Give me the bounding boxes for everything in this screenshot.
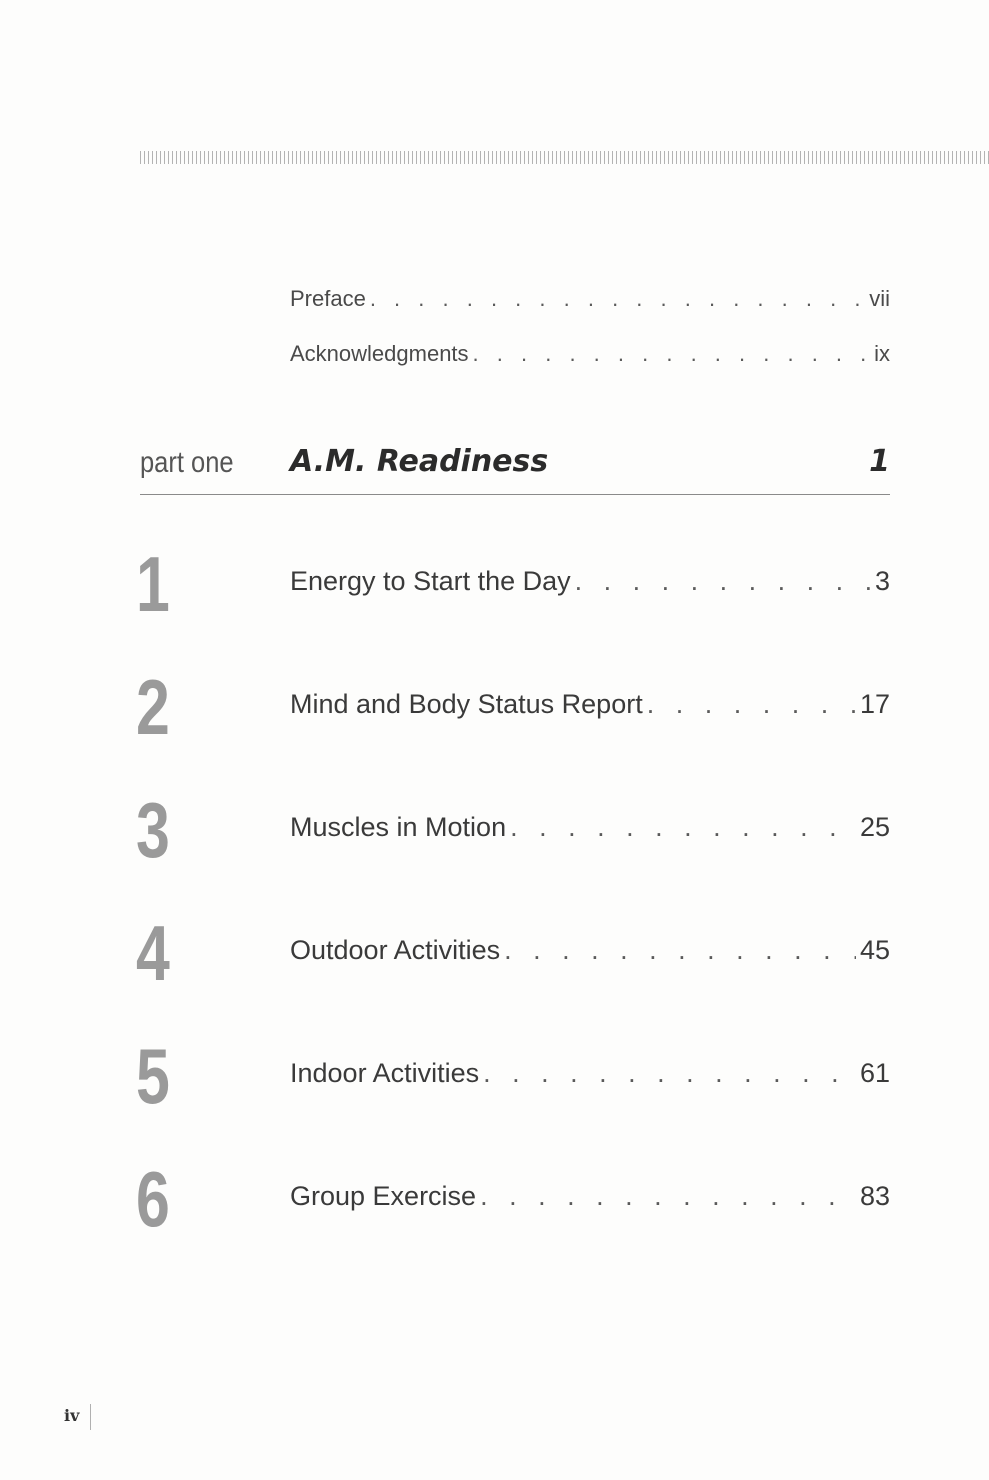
toc-entry-acknowledgments[interactable] <box>290 341 890 367</box>
toc-entry-page: ix <box>874 341 890 366</box>
chapter-number: 1 <box>136 540 170 628</box>
chapter-number: 5 <box>136 1032 170 1120</box>
chapter-title: Energy to Start the Day <box>290 566 571 596</box>
chapter-title: Indoor Activities <box>290 1058 480 1088</box>
toc-entry-title: Acknowledgments <box>290 341 469 366</box>
toc-entry-preface[interactable] <box>290 286 890 312</box>
dot-leader <box>370 286 865 312</box>
chapter-title: Group Exercise <box>290 1181 477 1211</box>
chapter-page: 3 <box>874 566 890 596</box>
dot-leader <box>504 935 856 966</box>
chapter-page: 83 <box>859 1181 890 1211</box>
chapter-page: 61 <box>859 1058 890 1088</box>
chapter-title: Outdoor Activities <box>290 935 501 965</box>
chapter-entry-5[interactable] <box>136 1032 890 1120</box>
part-header[interactable] <box>140 440 890 495</box>
chapter-page: 45 <box>859 935 890 965</box>
dot-leader <box>473 341 871 367</box>
dot-leader <box>480 1181 856 1212</box>
chapter-entry-2[interactable] <box>136 663 890 751</box>
dot-leader <box>510 812 856 843</box>
dot-leader <box>575 566 871 597</box>
part-label: part one <box>140 446 234 479</box>
part-title: A.M. Readiness <box>290 444 549 479</box>
dot-leader <box>647 689 856 720</box>
chapter-number: 6 <box>136 1155 170 1243</box>
decorative-tick-strip <box>140 151 989 164</box>
chapter-number: 4 <box>136 909 170 997</box>
chapter-entry-3[interactable] <box>136 786 890 874</box>
page-folio: iv <box>64 1406 80 1425</box>
chapter-entry-6[interactable] <box>136 1155 890 1243</box>
chapter-entry-1[interactable] <box>136 540 890 628</box>
chapter-number: 2 <box>136 663 170 751</box>
chapter-page: 25 <box>859 812 890 842</box>
chapter-title: Mind and Body Status Report <box>290 689 643 719</box>
folio-divider <box>90 1404 91 1430</box>
toc-entry-title: Preface <box>290 286 366 311</box>
part-page: 1 <box>869 444 890 479</box>
chapter-entry-4[interactable] <box>136 909 890 997</box>
toc-entry-page: vii <box>869 286 890 311</box>
chapter-page: 17 <box>859 689 890 719</box>
chapter-number: 3 <box>136 786 170 874</box>
dot-leader <box>483 1058 856 1089</box>
chapter-title: Muscles in Motion <box>290 812 507 842</box>
